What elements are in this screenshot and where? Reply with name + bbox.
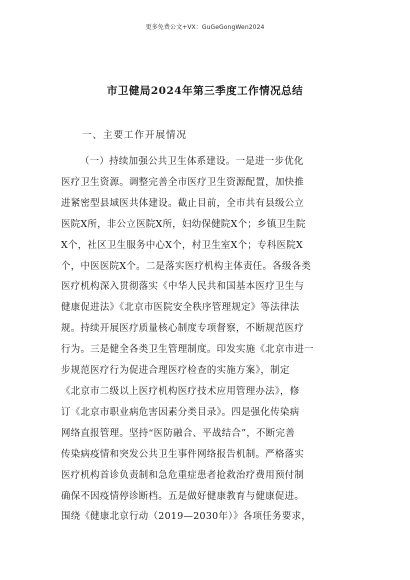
body-text — [61, 152, 351, 528]
body-line: 步规范医疗行为促进合理医疗检查的实施方案》，制定 — [61, 365, 290, 377]
body-line: 医疗机构深入贯彻落实《中华人民共和国基本医疗卫生与 — [61, 281, 305, 293]
body-line: 《北京市二级以上医疗机构医疗技术应用管理办法》，修 — [61, 385, 300, 397]
body-line: （一）持续加强公共卫生体系建设。一是进一步优化 — [80, 156, 304, 167]
body-line: 行为。三是健全各类卫生管理制度。印发实施《北京市进一 — [61, 344, 314, 356]
body-line: 健康促进法》《北京市医院安全秩序管理规定》等法律法 — [61, 302, 300, 314]
document-title: 市卫健局2024年第三季度工作情况总结 — [106, 85, 304, 97]
body-line: 网络直报管理。坚持“医防融合、平战结合”，不断完善 — [61, 427, 295, 439]
body-line: 确保不因疫情停诊断档。五是做好健康教育与健康促进。 — [61, 490, 305, 502]
body-line: 个，中医医院X个。二是落实医疗机构主体责任。各级各类 — [61, 260, 312, 272]
body-line: 传染病疫情和突发公共卫生事件网络报告机制。严格落实 — [61, 448, 305, 460]
body-line: 订《北京市职业病危害因素分类目录》。四是强化传染病 — [61, 406, 300, 418]
body-line: 医院X所，非公立医院X所，妇幼保健院X个；乡镇卫生院 — [61, 218, 306, 230]
body-line: X个，社区卫生服务中心X个，村卫生室X个；专科医院X — [61, 239, 304, 251]
body-line: 围绕《健康北京行动（2019—2030年）》各项任务要求， — [61, 511, 312, 523]
body-line: 医疗机构首诊负责制和急危重症患者抢救治疗费用预付制 — [61, 469, 305, 481]
page-header: 更多免费公文+VX：GuGeGongWen2024 — [145, 24, 265, 31]
body-line: 进紧密型县域医共体建设。截止目前，全市共有县级公立 — [61, 197, 305, 209]
body-line: 医疗卫生资源。调整完善全市医疗卫生资源配置，加快推 — [61, 176, 305, 188]
body-line: 规。持续开展医疗质量核心制度专项督察，不断规范医疗 — [61, 323, 305, 335]
section-heading: 一、主要工作开展情况 — [82, 130, 188, 141]
